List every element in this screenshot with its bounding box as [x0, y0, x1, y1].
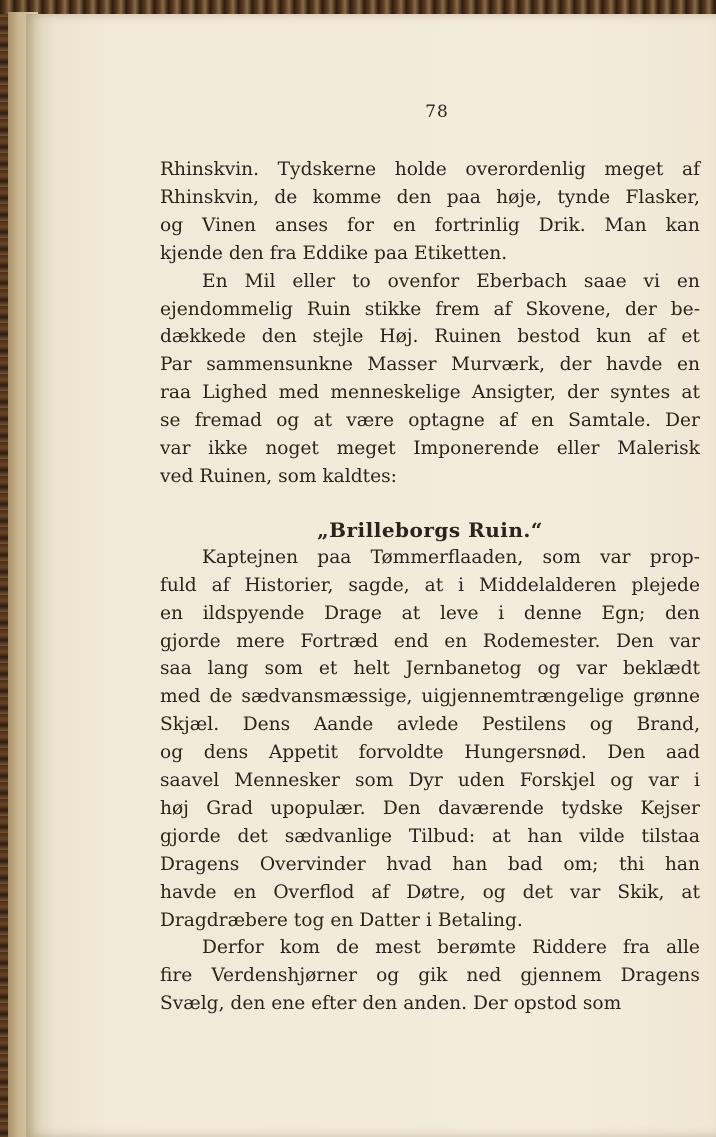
book-top-edge — [0, 0, 716, 14]
text-line: En Mil eller to ovenfor Eberbach saae vi en — [202, 270, 700, 292]
text-line: fire Verdenshjørner og gik ned gjennem Dragens — [160, 965, 700, 987]
text-line: saavel Mennesker som Dyr uden Forskjel og var i — [160, 770, 700, 791]
text-line: Rhinskvin, de komme den paa høje, tynde Flasker, — [160, 186, 700, 208]
text-line: Rhinskvin. Tydskerne holde overordenlig meget af — [160, 159, 700, 180]
text-line: Derfor kom de mest berømte Riddere fra alle — [202, 937, 700, 959]
text-line: Par sammensunkne Masser Murværk, der havde en — [160, 354, 700, 376]
text-line: og Vinen anses for en fortrinlig Drik. Man kan — [160, 214, 700, 236]
page-number: 78 — [425, 102, 449, 122]
text-line: ejendommelig Ruin stikke frem af Skovene, der be- — [160, 298, 700, 320]
text-line: og dens Appetit forvoldte Hungersnød. Den aad — [160, 742, 700, 764]
text-line: saa lang som et helt Jernbanetog og var beklædt — [160, 658, 700, 680]
section-heading: „Brilleborgs Ruin.“ — [317, 517, 543, 542]
text-line: fuld af Historier, sagde, at i Middelalderen plejede — [160, 574, 700, 596]
text-line: Dragdræbere tog en Datter i Betaling. — [160, 909, 523, 931]
text-line: gjorde mere Fortræd end en Rodemester. Den var — [160, 630, 700, 652]
text-line: raa Lighed med menneskelige Ansigter, der syntes at — [160, 382, 700, 404]
text-line: Kaptejnen paa Tømmerflaaden, som var prop- — [202, 546, 700, 568]
text-line: havde en Overflod af Døtre, og det var Skik, at — [160, 881, 700, 903]
text-line: Svælg, den ene efter den anden. Der opstod som — [160, 993, 622, 1015]
text-line: en ildspyende Drage at leve i denne Egn; den — [160, 602, 700, 624]
text-line: se fremad og at være optagne af en Samtale. Der — [160, 410, 700, 432]
text-line: Skjæl. Dens Aande avlede Pestilens og Brand, — [160, 714, 700, 736]
text-line: Dragens Overvinder hvad han bad om; thi han — [160, 853, 700, 875]
text-line: var ikke noget meget Imponerende eller Malerisk — [160, 438, 700, 459]
text-line: dækkede den stejle Høj. Ruinen bestod kun af et — [160, 326, 700, 348]
text-line: høj Grad upopulær. Den daværende tydske Kejser — [160, 797, 700, 819]
book-page — [26, 14, 716, 1137]
text-line: ved Ruinen, som kaldtes: — [160, 465, 397, 487]
text-line: gjorde det sædvanlige Tilbud: at han vilde tilstaa — [160, 825, 700, 847]
text-line: med de sædvansmæssige, uigjennemtrængelige grønne — [160, 686, 700, 708]
text-line: kjende den fra Eddike paa Etiketten. — [160, 242, 508, 264]
